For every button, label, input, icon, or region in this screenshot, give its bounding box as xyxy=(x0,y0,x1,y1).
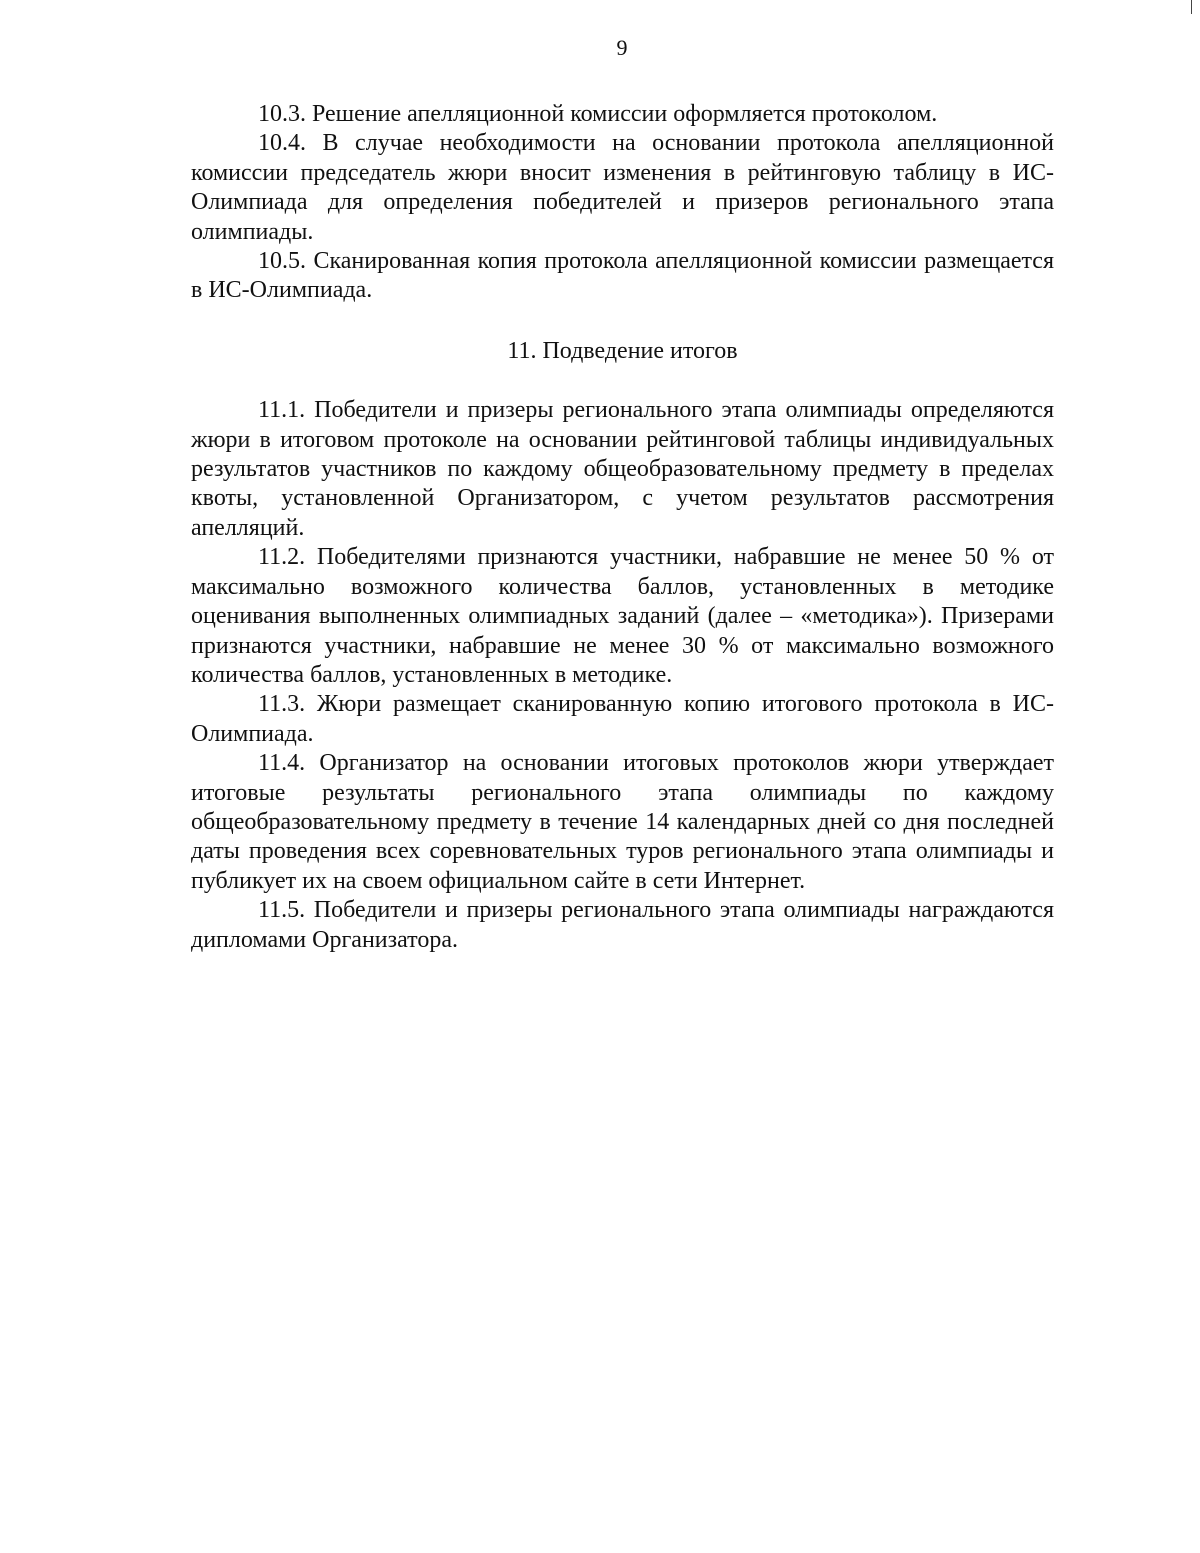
paragraph-11-1: 11.1. Победители и призеры регионального этапа олимпиады определяются жюри в итоговом протоколе на основании рейтинговой таблицы индивидуальных результатов участников по каждому общеобразовательному предмету в пределах квоты, установленной Организатором, с учетом результатов рассмотрения апелляций. xyxy=(191,397,1054,541)
paragraph-10-3: 10.3. Решение апелляционной комиссии оформляется протоколом. xyxy=(258,101,938,127)
page-number: 9 xyxy=(616,35,628,60)
scan-edge-mark xyxy=(1191,0,1192,14)
paragraph-11-5: 11.5. Победители и призеры регионального этапа олимпиады награждаются дипломами Организатора. xyxy=(191,897,1054,953)
paragraph-11-2: 11.2. Победителями признаются участники, набравшие не менее 50 % от максимально возможного количества баллов, установленных в методике оценивания выполненных олимпиадных заданий (далее – «методика»). Призерами признаются участники, набравшие не менее 30 % от максимально возможного количества баллов, установленных в методике. xyxy=(191,544,1054,688)
paragraph-10-5: 10.5. Сканированная копия протокола апелляционной комиссии размещается в ИС-Олимпиада. xyxy=(191,248,1054,304)
section-heading: 11. Подведение итогов xyxy=(507,337,738,364)
paragraph-11-4: 11.4. Организатор на основании итоговых протоколов жюри утверждает итоговые результаты регионального этапа олимпиады по каждому общеобразовательному предмету в течение 14 календарных дней со дня последней даты проведения всех соревновательных туров регионального этапа олимпиады и публикует их на своем официальном сайте в сети Интернет. xyxy=(191,750,1054,894)
document-body xyxy=(191,100,1054,955)
paragraph-10-4: 10.4. В случае необходимости на основании протокола апелляционной комиссии председатель жюри вносит изменения в рейтинговую таблицу в ИС-Олимпиада для определения победителей и призеров регионального этапа олимпиады. xyxy=(191,130,1054,245)
paragraph-11-3: 11.3. Жюри размещает сканированную копию итогового протокола в ИС-Олимпиада. xyxy=(191,691,1054,747)
